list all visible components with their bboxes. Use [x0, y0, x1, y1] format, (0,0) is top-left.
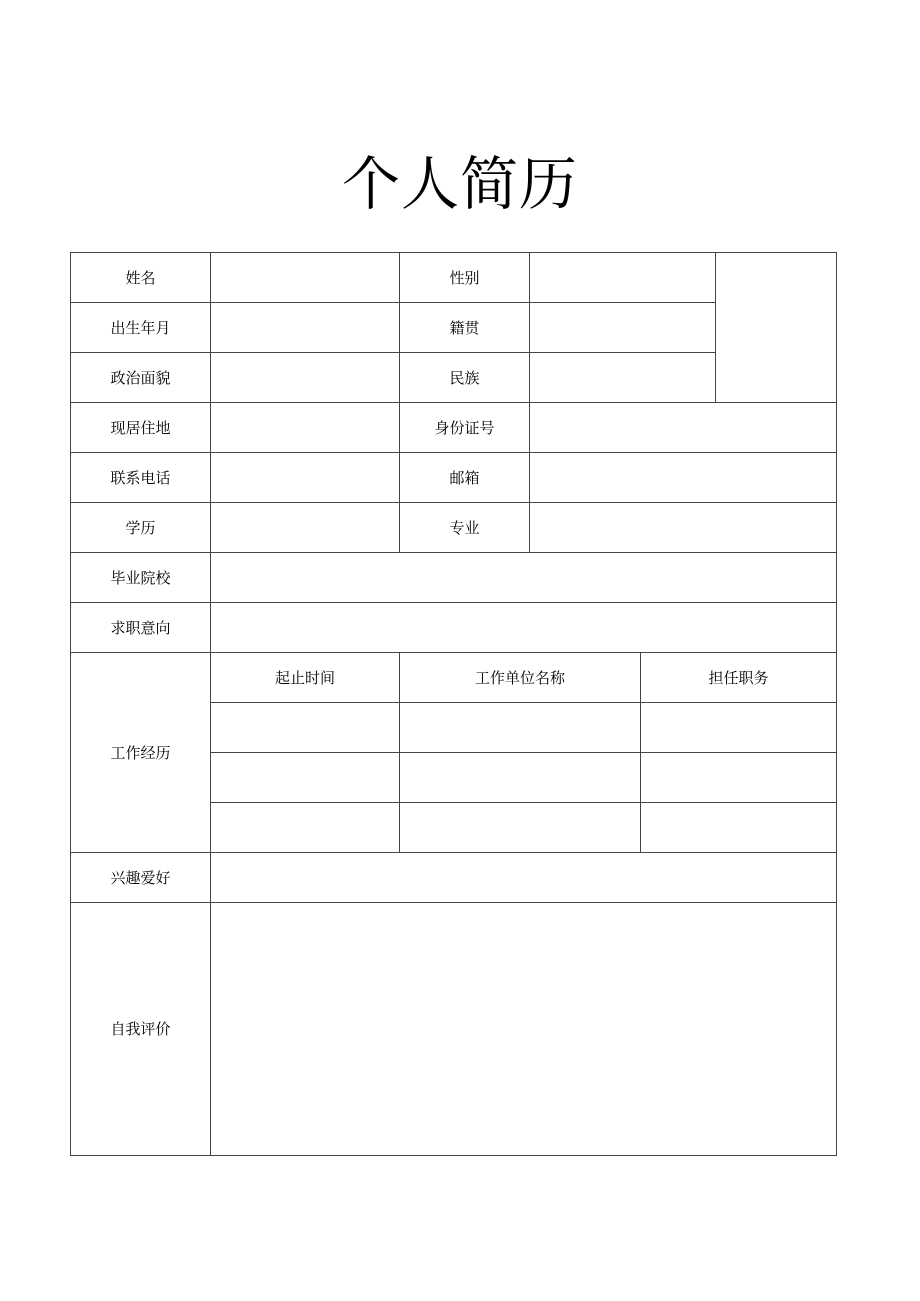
name-field[interactable]: [211, 253, 400, 303]
page-title: 个人简历: [341, 150, 578, 218]
work-period-field[interactable]: [211, 703, 400, 753]
row-self-eval: [71, 903, 837, 1156]
row-work-header: [71, 653, 837, 703]
id-label: 身份证号: [400, 403, 530, 453]
phone-field[interactable]: [211, 453, 400, 503]
work-header-period: 起止时间: [211, 653, 400, 703]
photo-box[interactable]: [716, 253, 837, 403]
email-label: 邮箱: [400, 453, 530, 503]
major-label: 专业: [400, 503, 530, 553]
work-period-field[interactable]: [211, 753, 400, 803]
ethnicity-field[interactable]: [530, 353, 716, 403]
work-position-field[interactable]: [641, 753, 837, 803]
work-label: 工作经历: [71, 653, 211, 853]
self-eval-label: 自我评价: [71, 903, 211, 1156]
resume-table: [70, 252, 837, 1156]
intention-label: 求职意向: [71, 603, 211, 653]
id-field[interactable]: [530, 403, 837, 453]
political-field[interactable]: [211, 353, 400, 403]
school-field[interactable]: [211, 553, 837, 603]
work-company-field[interactable]: [400, 703, 641, 753]
major-field[interactable]: [530, 503, 837, 553]
intention-field[interactable]: [211, 603, 837, 653]
native-label: 籍贯: [400, 303, 530, 353]
hobby-label: 兴趣爱好: [71, 853, 211, 903]
birth-label: 出生年月: [71, 303, 211, 353]
education-label: 学历: [71, 503, 211, 553]
email-field[interactable]: [530, 453, 837, 503]
work-header-position: 担任职务: [641, 653, 837, 703]
gender-field[interactable]: [530, 253, 716, 303]
work-position-field[interactable]: [641, 703, 837, 753]
address-label: 现居住地: [71, 403, 211, 453]
phone-label: 联系电话: [71, 453, 211, 503]
row-phone: [71, 453, 837, 503]
political-label: 政治面貌: [71, 353, 211, 403]
row-address: [71, 403, 837, 453]
address-field[interactable]: [211, 403, 400, 453]
gender-label: 性别: [400, 253, 530, 303]
row-school: [71, 553, 837, 603]
native-field[interactable]: [530, 303, 716, 353]
ethnicity-label: 民族: [400, 353, 530, 403]
self-eval-field[interactable]: [211, 903, 837, 1156]
school-label: 毕业院校: [71, 553, 211, 603]
row-hobby: [71, 853, 837, 903]
row-intention: [71, 603, 837, 653]
row-name: [71, 253, 837, 303]
row-education: [71, 503, 837, 553]
name-label: 姓名: [71, 253, 211, 303]
work-period-field[interactable]: [211, 803, 400, 853]
education-field[interactable]: [211, 503, 400, 553]
birth-field[interactable]: [211, 303, 400, 353]
work-company-field[interactable]: [400, 753, 641, 803]
hobby-field[interactable]: [211, 853, 837, 903]
work-company-field[interactable]: [400, 803, 641, 853]
work-header-company: 工作单位名称: [400, 653, 641, 703]
work-position-field[interactable]: [641, 803, 837, 853]
